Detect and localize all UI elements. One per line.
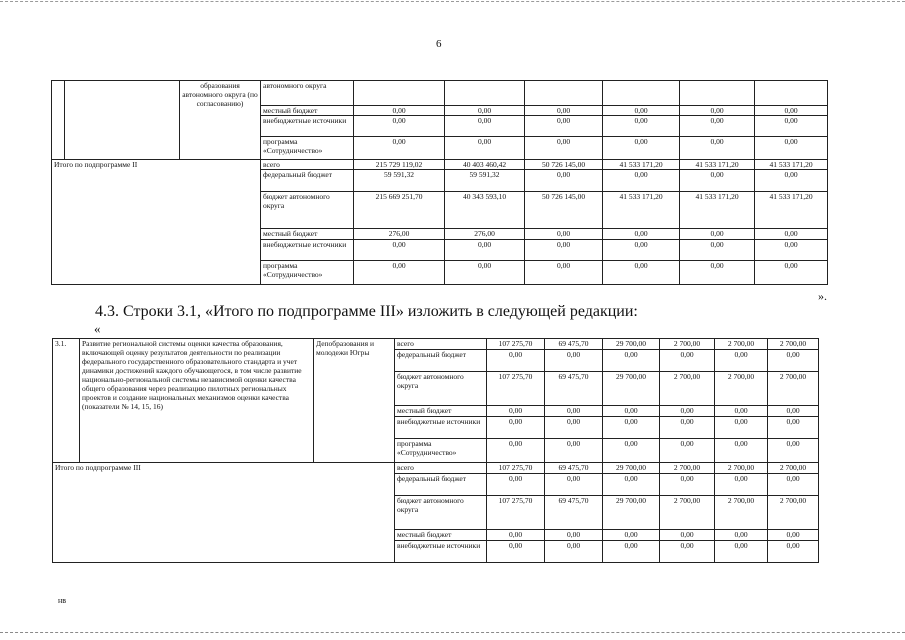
row-number-cell: 3.1. [53, 339, 80, 463]
scan-artifact-bottom [0, 632, 905, 633]
value-year-4: 0,00 [680, 116, 755, 137]
value-year-4: 0,00 [715, 406, 768, 417]
table-row [52, 160, 828, 170]
subtotal-label: Итого по подпрограмме II [52, 160, 261, 285]
value-year-1: 0,00 [445, 106, 525, 116]
value-year-5: 0,00 [755, 116, 828, 137]
value-year-2: 0,00 [603, 530, 660, 541]
value-year-5: 0,00 [755, 261, 828, 285]
value-year-5: 0,00 [768, 417, 819, 439]
value-total: 0,00 [487, 439, 545, 463]
value-year-5: 0,00 [755, 170, 828, 192]
source-label: автономного округа [261, 81, 354, 106]
source-label: местный бюджет [261, 106, 354, 116]
source-label: программа «Сотрудничество» [261, 261, 354, 285]
value-year-5: 0,00 [768, 474, 819, 496]
section-heading: 4.3. Строки 3.1, «Итого по подпрограмме III» изложить в следующей редакции: [95, 303, 638, 320]
value-year-2: 29 700,00 [603, 463, 660, 474]
value-year-1: 40 403 460,42 [445, 160, 525, 170]
value-total: 0,00 [354, 116, 445, 137]
value-total: 0,00 [487, 530, 545, 541]
value-total: 107 275,70 [487, 372, 545, 406]
value-year-2: 0,00 [603, 541, 660, 563]
value-total: 0,00 [354, 137, 445, 160]
value-year-5: 0,00 [768, 406, 819, 417]
task-cell [65, 81, 180, 160]
value-year-4: 0,00 [715, 350, 768, 372]
value-year-3: 41 533 171,20 [603, 192, 680, 229]
value-year-1: 0,00 [545, 439, 603, 463]
opening-quote: « [94, 321, 101, 336]
value-year-5: 0,00 [768, 439, 819, 463]
value-year-5: 2 700,00 [768, 339, 819, 350]
task-cell: Развитие региональной системы оценки качества образования, включающей оценку результатов деятельности по реализации федерального государственного образовательного стандарта и учет динамики достижений каждого обучающегося, в том числе развитие национально-региональной системы независимой оценки качества общего образования через реализацию пилотных региональных проектов и создание национальных механизмов оценки качества (показатели № 14, 15, 16) [80, 339, 314, 463]
value-year-3: 0,00 [603, 261, 680, 285]
footer-code: нв [58, 596, 67, 605]
value-year-2: 0,00 [525, 170, 603, 192]
source-label: федеральный бюджет [261, 170, 354, 192]
value-year-5 [755, 81, 828, 106]
value-year-4: 0,00 [680, 261, 755, 285]
value-year-4: 2 700,00 [715, 496, 768, 530]
source-label: местный бюджет [395, 530, 487, 541]
value-total: 0,00 [487, 406, 545, 417]
source-label: федеральный бюджет [395, 474, 487, 496]
value-year-3 [603, 81, 680, 106]
source-label: внебюджетные источники [395, 417, 487, 439]
value-year-3: 0,00 [660, 439, 715, 463]
value-year-3: 0,00 [603, 240, 680, 261]
value-year-2: 0,00 [525, 106, 603, 116]
value-year-1: 0,00 [545, 350, 603, 372]
responsible-cell: Депобразования и молодежи Югры [314, 339, 395, 463]
value-year-4: 0,00 [715, 541, 768, 563]
value-year-1: 0,00 [545, 541, 603, 563]
page-number: 6 [436, 38, 442, 50]
source-label: бюджет автономного округа [261, 192, 354, 229]
value-year-4: 2 700,00 [715, 463, 768, 474]
value-year-3: 0,00 [603, 229, 680, 240]
value-year-1: 40 343 593,10 [445, 192, 525, 229]
source-label: бюджет автономного округа [395, 496, 487, 530]
budget-table-subprogram-2 [51, 80, 828, 285]
value-year-2: 0,00 [525, 240, 603, 261]
value-year-5: 41 533 171,20 [755, 192, 828, 229]
value-year-1: 0,00 [545, 406, 603, 417]
value-total: 0,00 [487, 417, 545, 439]
subtotal-label: Итого по подпрограмме III [53, 463, 395, 563]
value-year-3: 0,00 [660, 541, 715, 563]
value-total: 215 669 251,70 [354, 192, 445, 229]
value-year-1 [445, 81, 525, 106]
value-year-2: 0,00 [603, 474, 660, 496]
value-total: 0,00 [487, 541, 545, 563]
table-row [52, 81, 828, 106]
value-year-2: 0,00 [603, 439, 660, 463]
value-year-3: 41 533 171,20 [603, 160, 680, 170]
source-label: всего [395, 463, 487, 474]
value-year-3: 0,00 [603, 137, 680, 160]
value-year-1: 0,00 [545, 530, 603, 541]
value-year-2: 50 726 145,00 [525, 160, 603, 170]
value-year-2 [525, 81, 603, 106]
table-row [53, 463, 819, 474]
value-year-1: 0,00 [445, 116, 525, 137]
value-year-5: 0,00 [768, 350, 819, 372]
source-label: внебюджетные источники [261, 240, 354, 261]
source-label: внебюджетные источники [395, 541, 487, 563]
value-total: 0,00 [354, 240, 445, 261]
closing-quote: ». [818, 289, 827, 303]
value-year-4: 0,00 [680, 229, 755, 240]
value-year-4 [680, 81, 755, 106]
value-year-3: 2 700,00 [660, 496, 715, 530]
value-year-1: 0,00 [545, 474, 603, 496]
value-year-2: 0,00 [603, 417, 660, 439]
value-year-1: 59 591,32 [445, 170, 525, 192]
value-year-3: 0,00 [660, 350, 715, 372]
value-year-5: 0,00 [755, 229, 828, 240]
value-year-4: 0,00 [715, 417, 768, 439]
value-year-3: 2 700,00 [660, 463, 715, 474]
value-year-2: 50 726 145,00 [525, 192, 603, 229]
source-label: программа «Сотрудничество» [395, 439, 487, 463]
value-year-2: 0,00 [525, 229, 603, 240]
value-year-3: 0,00 [660, 474, 715, 496]
value-year-3: 2 700,00 [660, 339, 715, 350]
value-year-4: 0,00 [680, 106, 755, 116]
value-year-5: 41 533 171,20 [755, 160, 828, 170]
value-year-1: 69 475,70 [545, 496, 603, 530]
source-label: программа «Сотрудничество» [261, 137, 354, 160]
value-year-1: 276,00 [445, 229, 525, 240]
value-year-2: 29 700,00 [603, 496, 660, 530]
value-year-4: 0,00 [680, 170, 755, 192]
value-year-1: 69 475,70 [545, 339, 603, 350]
value-total: 107 275,70 [487, 496, 545, 530]
value-total: 215 729 119,02 [354, 160, 445, 170]
value-year-5: 0,00 [768, 541, 819, 563]
value-total: 0,00 [487, 350, 545, 372]
value-year-4: 0,00 [680, 137, 755, 160]
value-year-2: 29 700,00 [603, 339, 660, 350]
value-year-2: 0,00 [525, 261, 603, 285]
value-year-4: 0,00 [680, 240, 755, 261]
value-year-3: 0,00 [603, 106, 680, 116]
value-year-1: 0,00 [545, 417, 603, 439]
source-label: местный бюджет [261, 229, 354, 240]
value-year-3: 0,00 [660, 417, 715, 439]
value-year-1: 0,00 [445, 240, 525, 261]
source-label: внебюджетные источники [261, 116, 354, 137]
scan-artifact-top [0, 1, 905, 2]
source-label: всего [261, 160, 354, 170]
value-total: 276,00 [354, 229, 445, 240]
value-year-5: 0,00 [768, 530, 819, 541]
value-total: 107 275,70 [487, 463, 545, 474]
value-year-5: 2 700,00 [768, 496, 819, 530]
value-year-3: 0,00 [603, 116, 680, 137]
value-year-5: 0,00 [755, 240, 828, 261]
source-label: местный бюджет [395, 406, 487, 417]
value-total: 0,00 [354, 261, 445, 285]
value-year-3: 0,00 [603, 170, 680, 192]
row-number-cell [52, 81, 65, 160]
value-total: 0,00 [354, 106, 445, 116]
value-year-1: 69 475,70 [545, 463, 603, 474]
value-year-2: 0,00 [525, 137, 603, 160]
value-year-2: 0,00 [603, 406, 660, 417]
value-year-4: 41 533 171,20 [680, 160, 755, 170]
value-year-5: 0,00 [755, 106, 828, 116]
value-year-1: 0,00 [445, 261, 525, 285]
value-year-2: 0,00 [603, 350, 660, 372]
value-year-3: 2 700,00 [660, 372, 715, 406]
value-year-4: 2 700,00 [715, 372, 768, 406]
table-row [53, 339, 819, 350]
value-year-2: 29 700,00 [603, 372, 660, 406]
value-year-5: 2 700,00 [768, 463, 819, 474]
budget-table-subprogram-3 [52, 338, 819, 563]
value-year-3: 0,00 [660, 530, 715, 541]
value-total: 107 275,70 [487, 339, 545, 350]
source-label: всего [395, 339, 487, 350]
value-year-2: 0,00 [525, 116, 603, 137]
value-year-3: 0,00 [660, 406, 715, 417]
source-label: федеральный бюджет [395, 350, 487, 372]
value-year-4: 41 533 171,20 [680, 192, 755, 229]
responsible-cell: образования автономного округа (по согласованию) [180, 81, 261, 160]
value-total: 0,00 [487, 474, 545, 496]
value-year-4: 2 700,00 [715, 339, 768, 350]
value-year-1: 69 475,70 [545, 372, 603, 406]
value-year-4: 0,00 [715, 530, 768, 541]
value-year-5: 2 700,00 [768, 372, 819, 406]
value-year-1: 0,00 [445, 137, 525, 160]
value-year-4: 0,00 [715, 439, 768, 463]
value-year-4: 0,00 [715, 474, 768, 496]
value-year-5: 0,00 [755, 137, 828, 160]
value-total [354, 81, 445, 106]
source-label: бюджет автономного округа [395, 372, 487, 406]
value-total: 59 591,32 [354, 170, 445, 192]
